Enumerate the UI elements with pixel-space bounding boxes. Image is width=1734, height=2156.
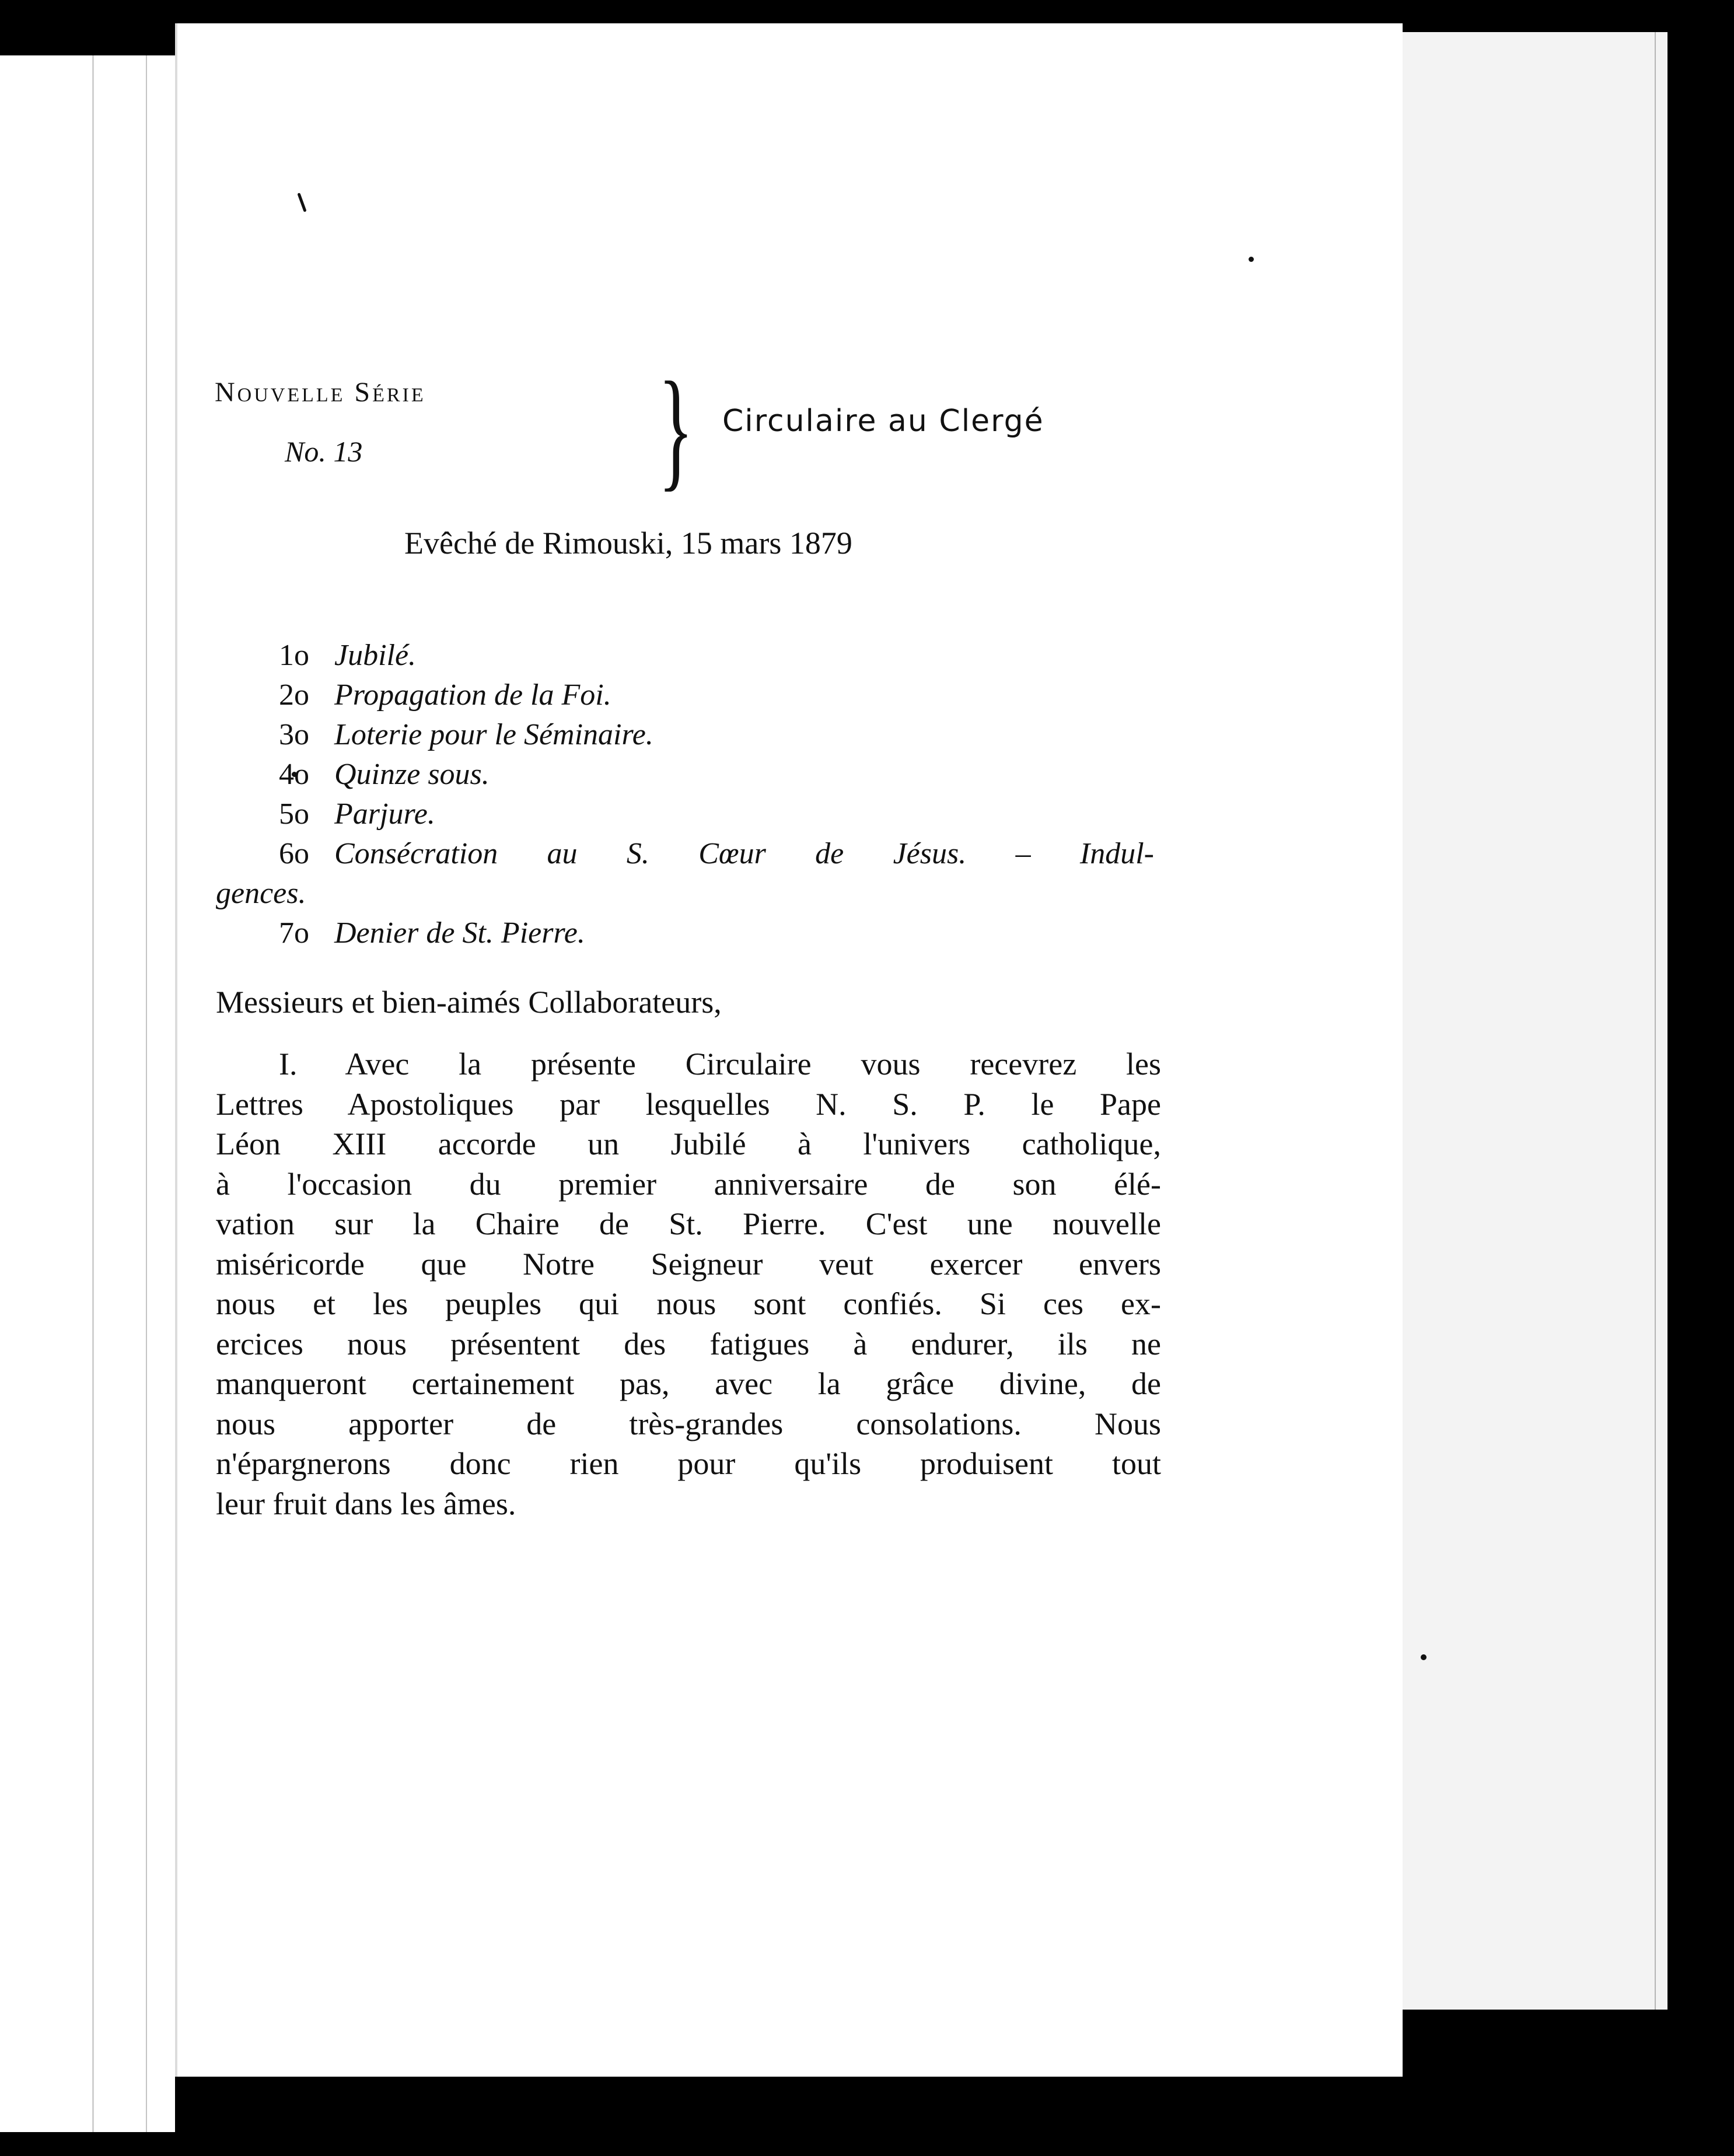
salutation: Messieurs et bien-aimés Collaborateurs, — [216, 985, 722, 1020]
topic-label: Consécration au S. Cœur de Jésus. – Indul- — [334, 837, 1154, 870]
body-line: I. Avec la présente Circulaire vous recevrez les — [279, 1046, 1161, 1082]
topic-label: Denier de St. Pierre. — [334, 916, 585, 950]
scan-speck — [1421, 1654, 1427, 1660]
topic-item — [216, 794, 1161, 834]
body-line: miséricorde que Notre Seigneur veut exercer envers — [216, 1246, 1161, 1282]
circular-number: No. 13 — [285, 435, 363, 468]
topic-number: 3o — [279, 718, 309, 751]
body-line: manqueront certainement pas, avec la grâce divine, de — [216, 1366, 1161, 1401]
scan-speck — [1249, 257, 1254, 262]
topic-label: Quinze sous. — [334, 758, 490, 791]
body-line: à l'occasion du premier anniversaire de son élé- — [216, 1166, 1161, 1202]
topic-item — [216, 755, 1161, 794]
body-line: vation sur la Chaire de St. Pierre. C'est une nouvelle — [216, 1206, 1161, 1241]
body-line: ercices nous présentent des fatigues à endurer, ils ne — [216, 1326, 1161, 1362]
body-line: nous apporter de très-grandes consolations. Nous — [216, 1406, 1161, 1441]
topic-number: 5o — [279, 797, 309, 831]
body-paragraph — [216, 1044, 1161, 1524]
topic-label: gences. — [216, 877, 306, 910]
back-sheet — [1397, 32, 1667, 2010]
topic-number: 7o — [279, 916, 309, 950]
body-line: n'épargnerons donc rien pour qu'ils produisent tout — [216, 1446, 1161, 1481]
circular-header — [215, 350, 1090, 502]
topic-item — [216, 914, 1161, 953]
page-fold-line — [146, 55, 147, 2132]
topic-continuation — [216, 874, 1161, 914]
body-line: Léon XIII accorde un Jubilé à l'univers catholique, — [216, 1126, 1161, 1161]
left-facing-page — [0, 55, 175, 2132]
topics-list — [216, 636, 1161, 953]
body-line: nous et les peuples qui nous sont confiés. Si ces ex- — [216, 1286, 1161, 1321]
topic-label: Jubilé. — [334, 639, 417, 672]
circular-title: Circulaire au Clergé — [722, 404, 1044, 439]
topic-item — [216, 834, 1161, 874]
topic-number: 1o — [279, 639, 309, 672]
topic-item — [216, 636, 1161, 676]
topic-item — [216, 676, 1161, 715]
topic-label: Loterie pour le Séminaire. — [334, 718, 653, 751]
body-line: leur fruit dans les âmes. — [216, 1486, 516, 1521]
series-label: Nouvelle Série — [215, 377, 426, 408]
page-fold-line — [92, 55, 94, 2132]
body-line: Lettres Apostoliques par lesquelles N. S. P. le Pape — [216, 1086, 1161, 1122]
topic-number: 4o — [279, 758, 309, 791]
topic-number: 2o — [279, 678, 309, 712]
topic-label: Propagation de la Foi. — [334, 678, 611, 712]
header-brace: } — [658, 354, 694, 503]
topic-number: 6o — [279, 837, 309, 870]
sheet-edge — [1655, 32, 1656, 2010]
topic-item — [216, 715, 1161, 755]
dateline: Evêché de Rimouski, 15 mars 1879 — [404, 526, 852, 561]
topic-label: Parjure. — [334, 797, 435, 831]
